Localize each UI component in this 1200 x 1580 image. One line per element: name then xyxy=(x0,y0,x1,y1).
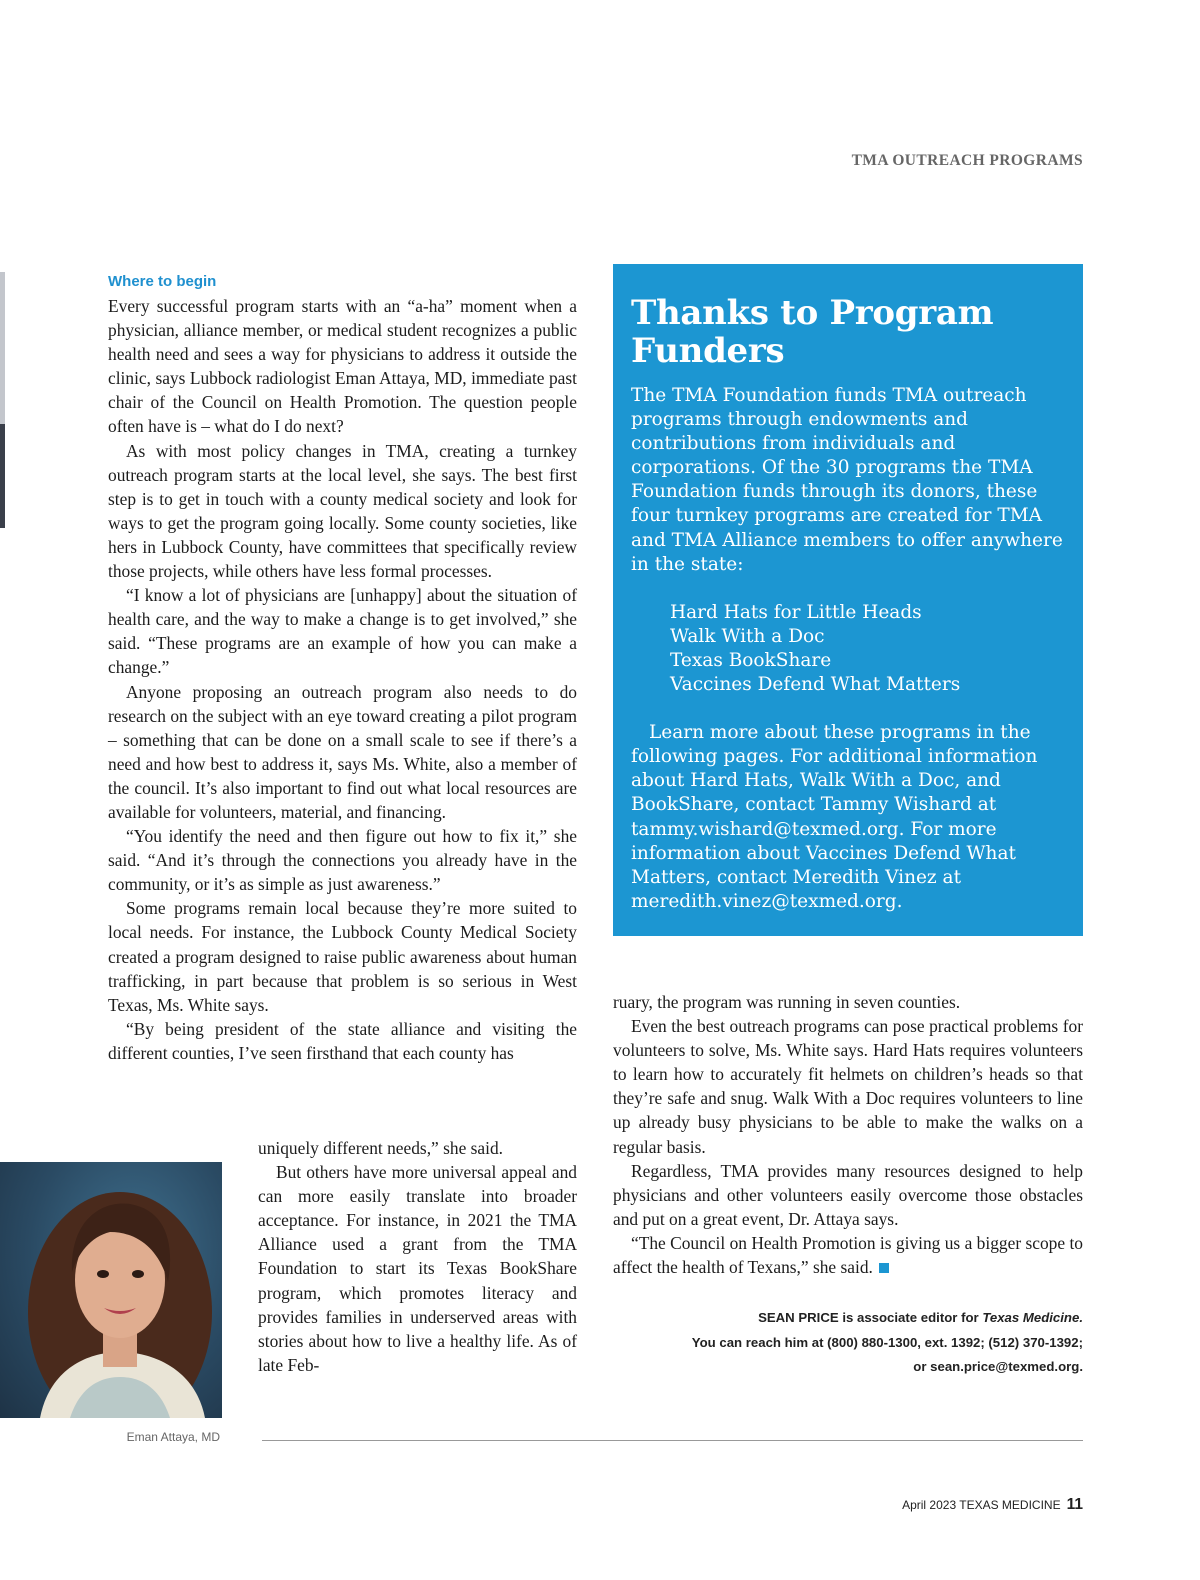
article-paragraph: As with most policy changes in TMA, creating a turnkey outreach program starts at the local level, she says. The best first step is to get in touch with a county medical society and look for ways to get the program going locally. Some county societies, like hers in Lubbock County, have committees that specifically review those projects, while others have less formal processes. xyxy=(108,440,577,582)
sidebar-title: Thanks to Program Funders xyxy=(631,293,994,371)
publication-name: Texas Medicine. xyxy=(982,1310,1083,1325)
article-paragraph: ruary, the program was running in seven counties. xyxy=(613,992,961,1012)
page-edge-tab-dark xyxy=(0,424,5,528)
footer-issue: April 2023 TEXAS MEDICINE xyxy=(902,1498,1061,1512)
article-paragraph: Even the best outreach programs can pose practical problems for volunteers to solve, Ms. White says. Hard Hats requires volunteers to learn how to accurately fit helmets on children’s heads so that they’re safe and snug. Walk With a Doc requires volunteers to line up already busy physicians to be able to make the walks on a regular basis. xyxy=(613,1016,1083,1157)
funders-sidebar xyxy=(613,264,1083,936)
page-number: 11 xyxy=(1066,1496,1083,1513)
sidebar-intro: The TMA Foundation funds TMA outreach programs through endowments and contributions from individuals and corporations. Of the 30 programs the TMA Foundation funds through its donors, these four turnkey programs are created for TMA and TMA Alliance members to offer anywhere in the state: xyxy=(631,385,1063,575)
article-paragraph: uniquely different needs,” she said. xyxy=(258,1138,504,1158)
author-bio-line: You can reach him at (800) 880-1300, ext. 1392; (512) 370-1392; xyxy=(691,1334,1083,1350)
article-paragraph: “You identify the need and then figure out how to fix it,” she said. “And it’s through the connections you already have in the community, or it’s as simple as just awareness.” xyxy=(108,826,577,895)
program-list xyxy=(670,601,1065,697)
closing-quote: “The Council on Health Promotion is giving us a bigger scope to affect the health of Texans,” she said. xyxy=(613,1232,1083,1278)
page-edge-tab xyxy=(0,272,5,424)
article-column-right xyxy=(613,990,1083,1279)
program-item: Walk With a Doc xyxy=(670,625,825,647)
portrait-icon xyxy=(0,1162,222,1418)
program-item: Texas BookShare xyxy=(670,649,832,671)
section-label: TMA OUTREACH PROGRAMS xyxy=(851,152,1083,169)
article-paragraph xyxy=(613,1231,1083,1279)
end-mark-icon xyxy=(879,1263,889,1273)
article-paragraph: But others have more universal appeal and can more easily translate into broader acceptance. For instance, in 2021 the TMA Alliance used a grant from the TMA Foundation to start its Texas BookShare program, which promotes literacy and provides families in underserved areas with stories about how to live a healthy life. As of late Feb- xyxy=(258,1162,577,1375)
sidebar-contact: Learn more about these programs in the following pages. For additional information about Hard Hats, Walk With a Doc, and BookShare, contact Tammy Wishard at tammy.wishard@texmed.org. For more information about Vaccines Defend What Matters, contact Meredith Vinez at meredith.vinez@texmed.org. xyxy=(631,722,1038,912)
article-paragraph: “By being president of the state alliance and visiting the different counties, I’ve seen firsthand that each county has xyxy=(108,1018,577,1063)
subhead: Where to begin xyxy=(108,273,217,290)
article-paragraph: Anyone proposing an outreach program also needs to do research on the subject with an eye toward creating a pilot program – something that can be done on a small scale to see if there’s a need and how best to address it, says Ms. White, also a member of the council. It’s also important to find out what local resources are available for volunteers, material, and financing. xyxy=(108,681,577,822)
portrait-photo xyxy=(0,1162,222,1418)
article-paragraph: Every successful program starts with an “a-ha” moment when a physician, alliance member, or medical student recognizes a public health need and sees a way for physicians to address it outside the clinic, says Lubbock radiologist Eman Attaya, MD, immediate past chair of the Council on Health Promotion. The question people often have is – what do I do next? xyxy=(108,296,577,437)
divider xyxy=(262,1440,1083,1441)
page-footer xyxy=(902,1496,1083,1514)
author-bio xyxy=(692,1306,1083,1380)
program-item: Vaccines Defend What Matters xyxy=(670,674,961,696)
photo-caption: Eman Attaya, MD xyxy=(126,1430,220,1444)
article-paragraph: Regardless, TMA provides many resources designed to help physicians and other volunteers easily overcome those obstacles and put on a great event, Dr. Attaya says. xyxy=(613,1160,1083,1229)
article-paragraph: “I know a lot of physicians are [unhappy] about the situation of health care, and the way to make a change is to get involved,” she said. “These programs are an example of how you can make a change.” xyxy=(108,585,577,678)
article-column-left xyxy=(108,270,577,1065)
program-item: Hard Hats for Little Heads xyxy=(670,601,922,623)
author-bio-line: SEAN PRICE is associate editor for Texas Medicine. xyxy=(758,1310,1083,1325)
article-paragraph: Some programs remain local because they’re more suited to local needs. For instance, the Lubbock County Medical Society created a program designed to raise public awareness about human trafficking, in part because that problem is so serious in West Texas, Ms. White says. xyxy=(108,898,577,1015)
article-column-continuation xyxy=(258,1136,577,1377)
author-email: or sean.price@texmed.org. xyxy=(913,1359,1083,1374)
